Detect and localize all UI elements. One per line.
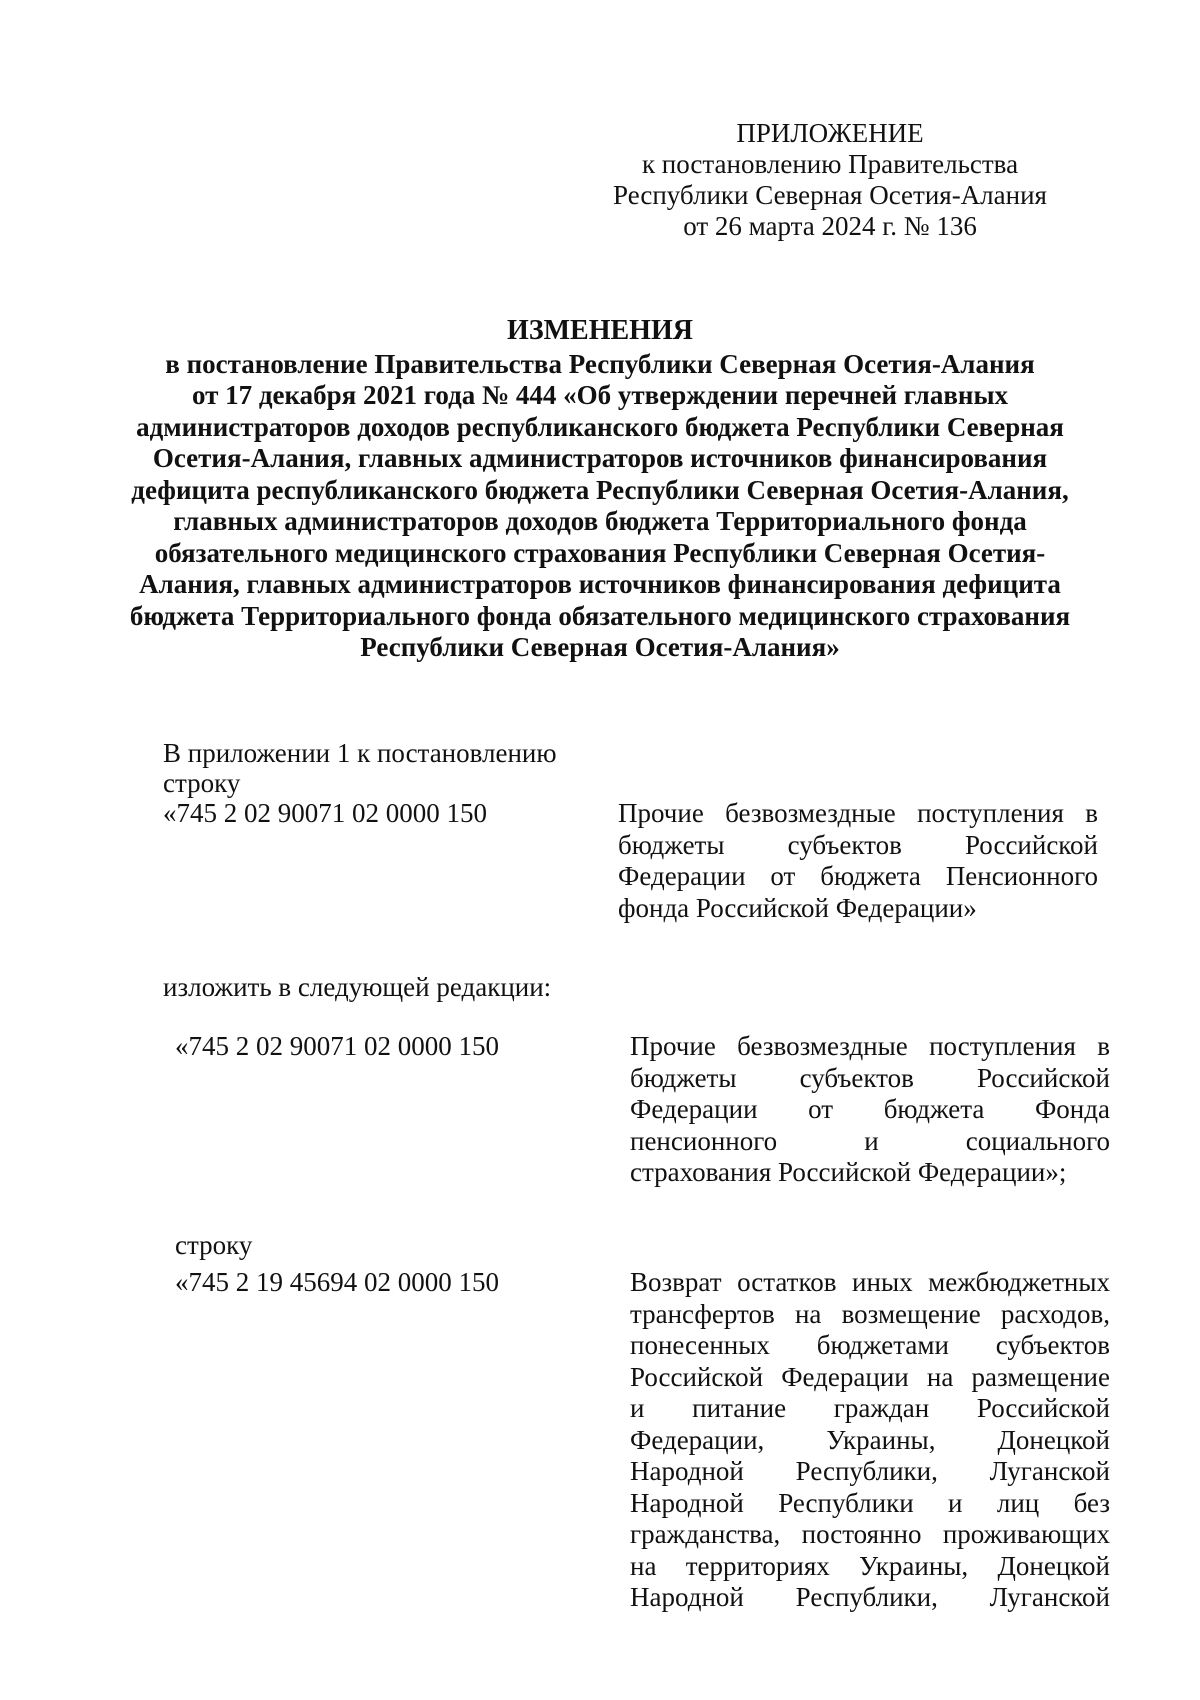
description-line	[630, 1519, 1110, 1551]
description-word: и	[630, 1393, 645, 1423]
title-line: Алания, главных администраторов источников финансирования дефицита	[139, 569, 1061, 599]
description-word: межбюджетных	[928, 1267, 1110, 1297]
description-word: бюджеты	[618, 829, 725, 860]
description-word: Российской	[976, 1062, 1110, 1093]
description-word: Российской	[630, 1361, 764, 1392]
entry2-code: «745 2 02 90071 02 0000 150	[175, 1031, 499, 1061]
description-word: безвозмездные	[737, 1031, 908, 1061]
description-word: Народной	[630, 1582, 744, 1612]
description-word: поступления	[917, 798, 1064, 828]
description-line	[630, 1063, 1110, 1095]
description-word: Федерации	[781, 1361, 909, 1392]
description-word: Федерации	[618, 861, 746, 891]
intro-line: В приложении 1 к постановлению	[163, 738, 557, 768]
description-word: и	[948, 1487, 963, 1518]
description-line	[630, 1362, 1110, 1394]
description-word: на	[794, 1298, 822, 1329]
intro-paragraph	[163, 738, 557, 798]
row-label: строку	[175, 1230, 253, 1260]
description-word: гражданства,	[630, 1519, 781, 1549]
description-word: и	[864, 1125, 879, 1156]
description-line	[630, 1031, 1110, 1063]
description-line	[618, 798, 1098, 830]
description-word: размещение	[971, 1361, 1110, 1392]
description-line	[630, 1094, 1110, 1126]
description-word: Российской	[976, 1393, 1110, 1423]
appendix-header	[600, 118, 1060, 242]
description-word: Донецкой	[997, 1550, 1110, 1581]
description-word: субъектов	[995, 1330, 1110, 1360]
title-line: в постановление Правительства Республики Северная Осетия-Алания	[165, 348, 1035, 379]
entry3-description	[630, 1267, 1110, 1614]
document-title	[100, 315, 1100, 664]
description-line	[618, 893, 1098, 925]
description-word: постоянно	[801, 1519, 922, 1549]
description-line	[630, 1393, 1110, 1425]
appendix-line: к постановлению Правительства	[641, 149, 1019, 179]
description-word: без	[1073, 1487, 1110, 1518]
description-word: граждан	[833, 1393, 930, 1423]
description-word: Федерации	[630, 1094, 758, 1124]
title-line: Осетия-Алания, главных администраторов источников финансирования	[152, 443, 1048, 473]
description-word: бюджетами	[816, 1330, 949, 1360]
description-word: Народной	[630, 1456, 744, 1486]
description-word: Донецкой	[997, 1424, 1110, 1455]
description-word: Федерации,	[630, 1424, 765, 1455]
description-word: Луганской	[989, 1582, 1110, 1612]
description-word: страхования Российской Федерации»;	[630, 1157, 1067, 1187]
title-line: дефицита республиканского бюджета Республики Северная Осетия-Алания,	[131, 474, 1069, 505]
title-line: администраторов доходов республиканского бюджета Республики Северная	[136, 411, 1064, 442]
entry2-description	[630, 1031, 1110, 1189]
description-word: безвозмездные	[725, 798, 896, 828]
description-word: поступления	[929, 1031, 1076, 1061]
entry1-description	[618, 798, 1098, 924]
description-line	[618, 830, 1098, 862]
description-word: Украины,	[859, 1550, 969, 1581]
description-word: территориях	[685, 1550, 830, 1581]
title-line: главных администраторов доходов бюджета Территориального фонда	[173, 506, 1027, 536]
description-word: Фонда	[1034, 1094, 1110, 1124]
description-word: бюджета	[883, 1094, 985, 1124]
description-line	[618, 861, 1098, 893]
description-word: Российской	[964, 829, 1098, 860]
description-word: расходов,	[1000, 1298, 1110, 1329]
description-word: Возврат	[630, 1267, 722, 1297]
title-line: обязательного медицинского страхования Республики Северная Осетия-	[154, 537, 1046, 568]
description-word: бюджета	[820, 861, 921, 891]
instruction-text: изложить в следующей редакции:	[163, 972, 552, 1002]
title-line: от 17 декабря 2021 года № 444 «Об утверждении перечней главных	[191, 380, 1009, 410]
description-word: Луганской	[989, 1456, 1110, 1486]
description-word: возмещение	[841, 1298, 981, 1329]
description-word: Республики,	[795, 1456, 938, 1486]
description-word: Пенсионного	[945, 861, 1098, 891]
description-word: Прочие	[630, 1031, 716, 1061]
description-word: пенсионного	[630, 1125, 778, 1156]
appendix-line: Республики Северная Осетия-Алания	[613, 180, 1047, 210]
appendix-date-number: от 26 марта 2024 г. № 136	[683, 211, 977, 241]
description-word: остатков	[737, 1267, 837, 1297]
description-line	[630, 1330, 1110, 1362]
description-word: на	[630, 1550, 657, 1581]
description-word: иных	[852, 1267, 913, 1297]
description-word: бюджеты	[630, 1062, 737, 1093]
description-word: на	[926, 1361, 954, 1392]
description-line	[630, 1488, 1110, 1520]
entry1-code: «745 2 02 90071 02 0000 150	[163, 798, 487, 828]
entry3-code: «745 2 19 45694 02 0000 150	[175, 1267, 499, 1297]
description-word: лиц	[996, 1487, 1040, 1518]
description-line	[630, 1582, 1110, 1614]
title-line: Республики Северная Осетия-Алания»	[360, 632, 840, 662]
description-line	[630, 1551, 1110, 1583]
description-word: от	[770, 861, 796, 891]
description-word: фонда Российской Федерации»	[618, 892, 977, 923]
description-word: в	[1085, 798, 1098, 828]
description-word: от	[808, 1094, 834, 1124]
description-line	[630, 1157, 1110, 1189]
intro-line: строку	[163, 768, 241, 798]
description-word: Украины,	[826, 1424, 936, 1455]
description-word: субъектов	[787, 829, 902, 860]
description-word: Республики,	[795, 1582, 938, 1612]
title-line: бюджета Территориального фонда обязательного медицинского страхования	[129, 600, 1071, 631]
description-line	[630, 1425, 1110, 1457]
description-line	[630, 1267, 1110, 1299]
description-word: питание	[692, 1393, 787, 1423]
description-word: социального	[965, 1125, 1110, 1156]
appendix-title: ПРИЛОЖЕНИЕ	[736, 118, 924, 148]
description-line	[630, 1456, 1110, 1488]
description-line	[630, 1126, 1110, 1158]
title-heading: ИЗМЕНЕНИЯ	[507, 315, 693, 346]
description-line	[630, 1299, 1110, 1331]
description-word: Республики	[778, 1487, 914, 1518]
description-word: Прочие	[618, 798, 704, 828]
description-word: Народной	[630, 1487, 744, 1518]
description-word: трансфертов	[630, 1298, 775, 1329]
description-word: понесенных	[630, 1330, 770, 1360]
description-word: проживающих	[942, 1519, 1110, 1549]
description-word: субъектов	[799, 1062, 914, 1093]
description-word: в	[1097, 1031, 1110, 1061]
